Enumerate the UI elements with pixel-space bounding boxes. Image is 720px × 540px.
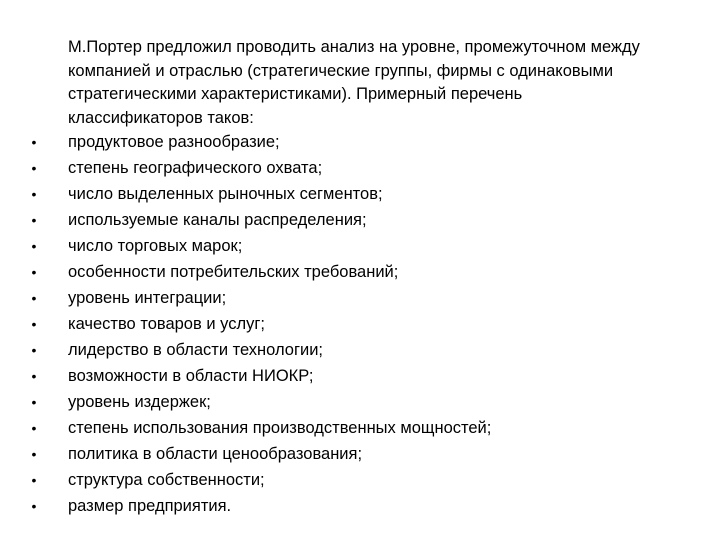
bullet-icon: • (31, 264, 37, 280)
list-item-text: качество товаров и услуг; (68, 315, 265, 333)
bullet-icon: • (31, 186, 37, 202)
list-item (0, 441, 720, 467)
list-item-text: продуктовое разнообразие; (68, 133, 280, 151)
bullet-icon: • (31, 368, 37, 384)
list-item-text: используемые каналы распределения; (68, 211, 367, 229)
list-item (0, 155, 720, 181)
list-item-text: число торговых марок; (68, 237, 243, 255)
list-item (0, 181, 720, 207)
bullet-icon: • (31, 290, 37, 306)
list-item (0, 207, 720, 233)
list-item (0, 259, 720, 285)
bullet-icon: • (31, 316, 37, 332)
bullet-icon: • (31, 160, 37, 176)
bullet-icon: • (31, 134, 37, 150)
bullet-icon: • (31, 342, 37, 358)
list-item-text: уровень интеграции; (68, 289, 227, 307)
list-item-text: особенности потребительских требований; (68, 263, 399, 281)
list-item (0, 415, 720, 441)
list-item-text: степень использования производственных мощностей; (68, 419, 492, 437)
list-item (0, 337, 720, 363)
bullet-icon: • (31, 498, 37, 514)
list-item-text: степень географического охвата; (68, 159, 323, 177)
bullet-icon: • (31, 238, 37, 254)
bullet-icon: • (31, 472, 37, 488)
list-item-text: уровень издержек; (68, 393, 211, 411)
list-item-text: возможности в области НИОКР; (68, 367, 314, 385)
list-item (0, 285, 720, 311)
list-item-text: структура собственности; (68, 471, 265, 489)
list-item (0, 389, 720, 415)
bullet-icon: • (31, 420, 37, 436)
bullet-icon: • (31, 446, 37, 462)
list-item-text: размер предприятия. (68, 497, 232, 515)
bullet-icon: • (31, 394, 37, 410)
list-item-text: лидерство в области технологии; (68, 341, 324, 359)
list-item-text: число выделенных рыночных сегментов; (68, 185, 383, 203)
list-item (0, 311, 720, 337)
list-item (0, 493, 720, 519)
list-item (0, 129, 720, 155)
list-item (0, 467, 720, 493)
list-item (0, 363, 720, 389)
list-item (0, 233, 720, 259)
bullet-icon: • (31, 212, 37, 228)
intro-paragraph: М.Портер предложил проводить анализ на уровне, промежуточном между компанией и отраслью (стратегические группы, фирмы с одинаковыми стратегическими характеристиками). Примерный перечень классификаторов таков: (68, 38, 640, 127)
list-item-text: политика в области ценообразования; (68, 445, 363, 463)
classifier-list (0, 129, 720, 519)
